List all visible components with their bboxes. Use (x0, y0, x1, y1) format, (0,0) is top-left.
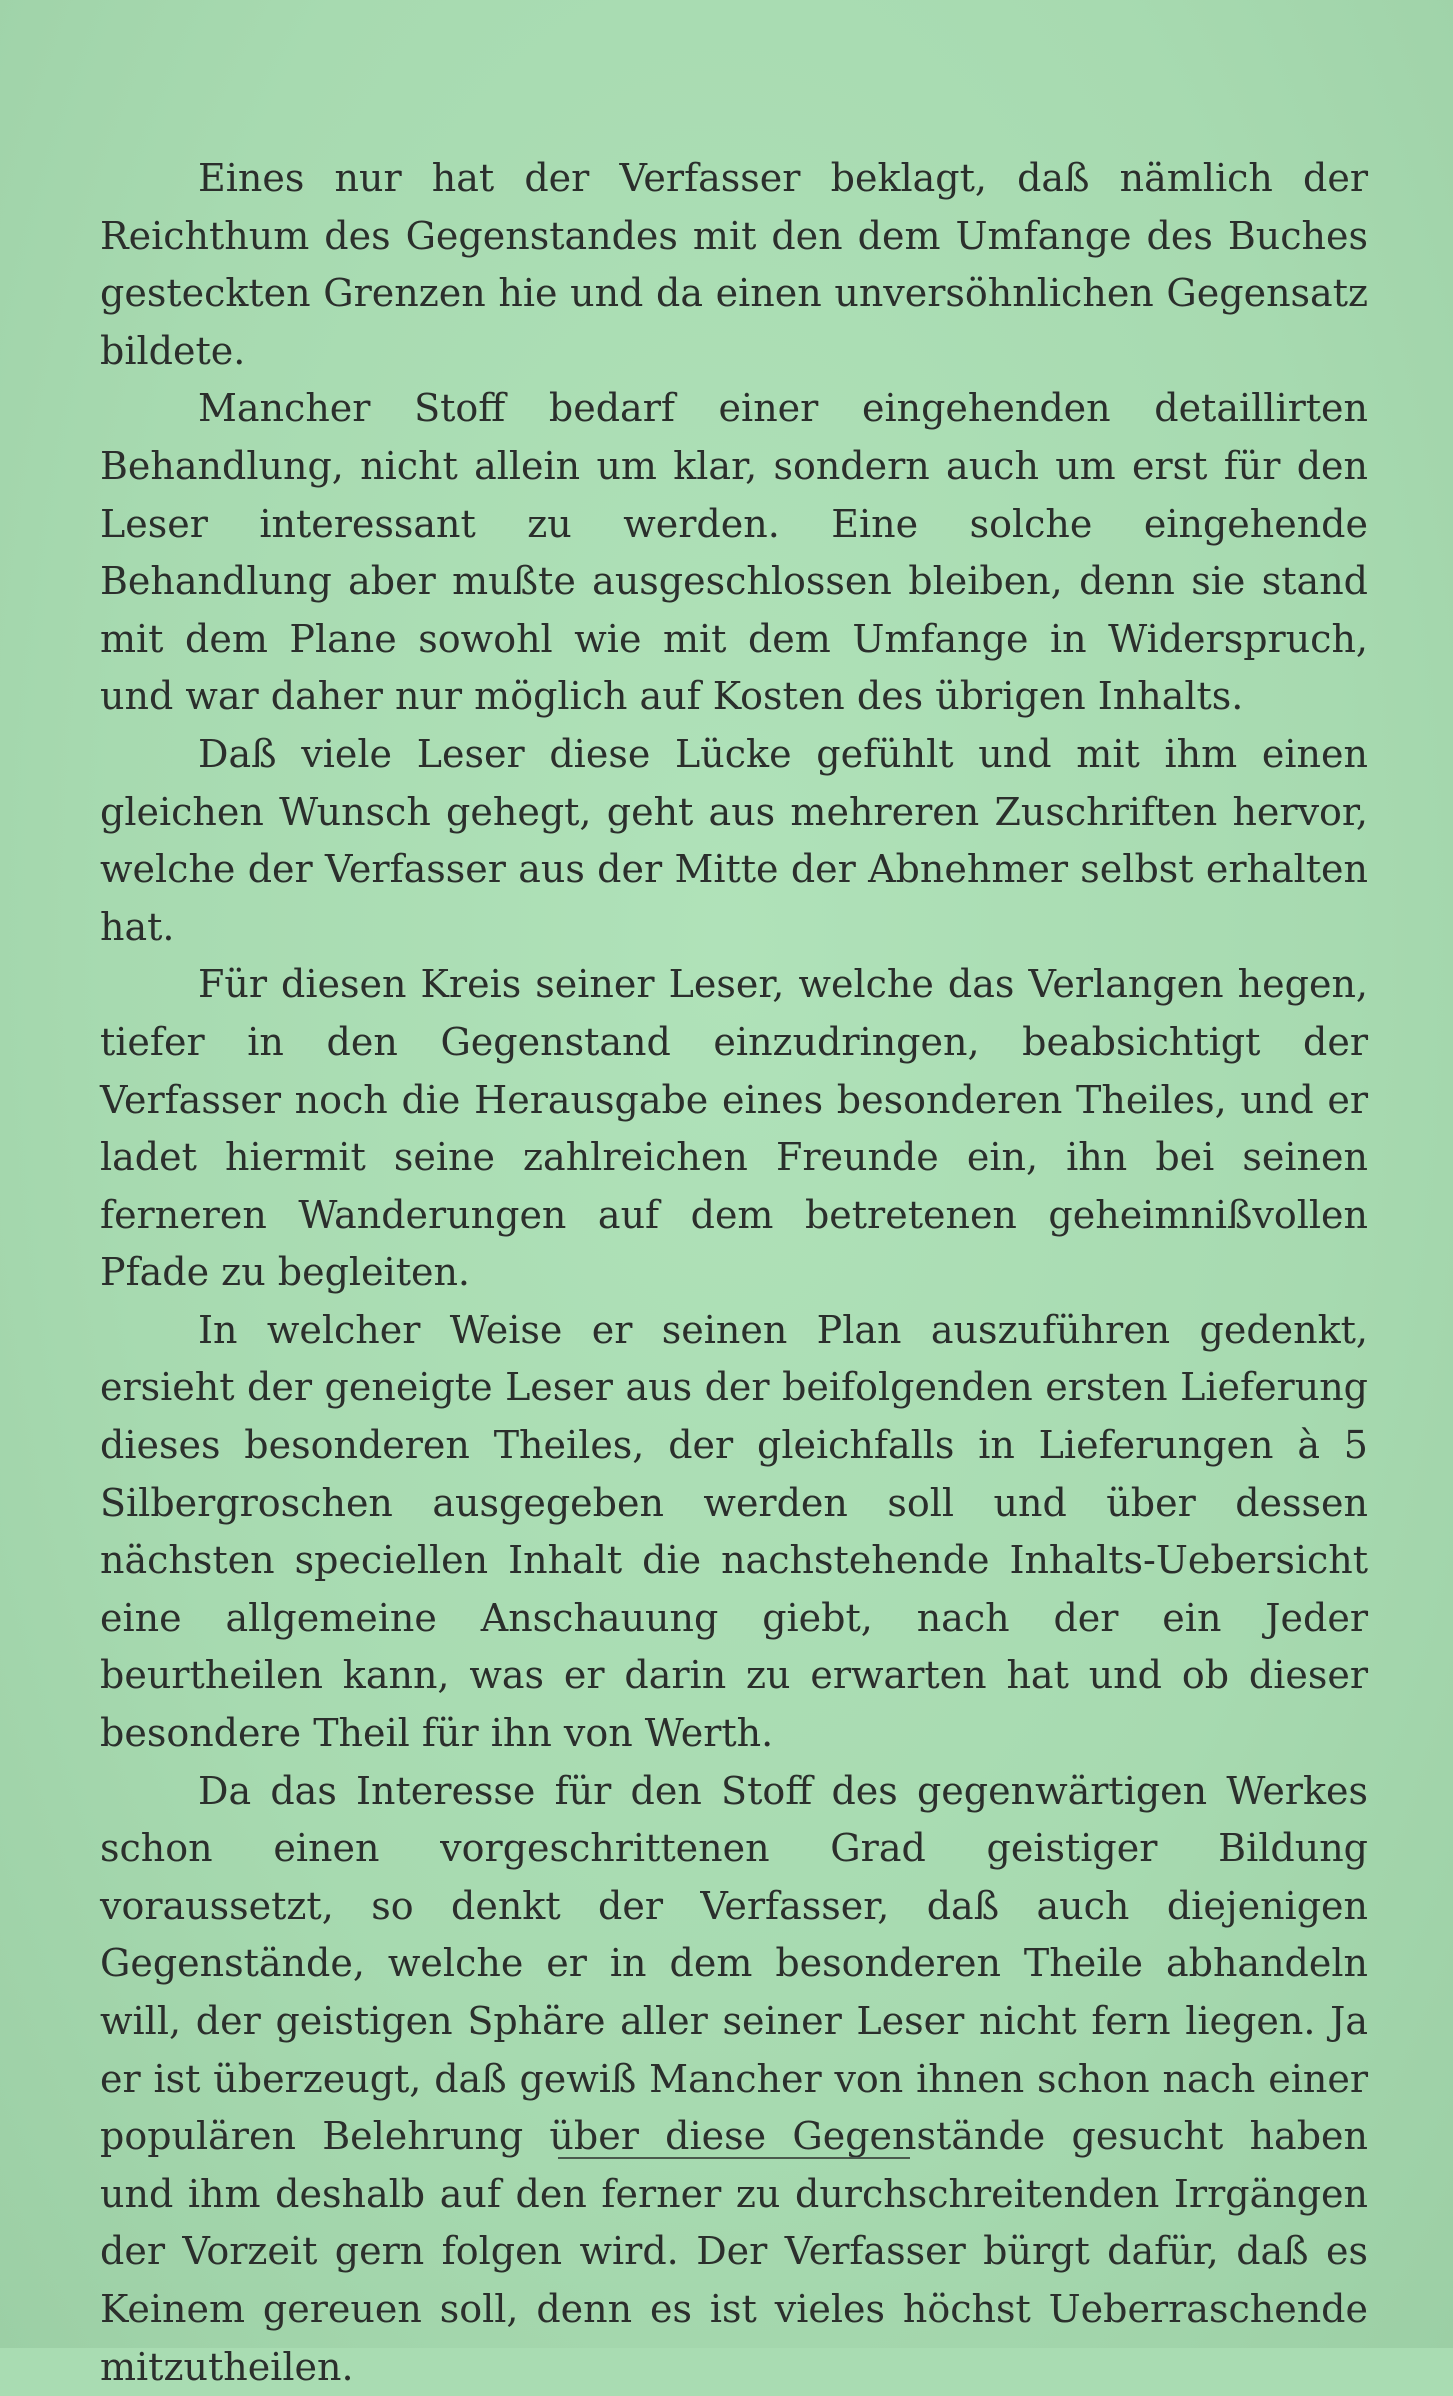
paragraph-1: Eines nur hat der Verfasser beklagt, daß nämlich der Reichthum des Gegenstandes mit den dem Umfange des Buches gesteckten Grenzen hie und da einen unversöhnlichen Gegensatz bildete. (100, 156, 1368, 373)
end-rule-divider (558, 2157, 910, 2159)
paragraph-3: Daß viele Leser diese Lücke gefühlt und mit ihm einen gleichen Wunsch gehegt, geht aus mehreren Zuschriften hervor, welche der Verfasser aus der Mitte der Abnehmer selbst erhalten hat. (100, 731, 1368, 949)
paragraph-2: Mancher Stoff bedarf einer eingehenden detaillirten Behandlung, nicht allein um klar, sondern auch um erst für den Leser interessant zu werden. Eine solche eingehende Behandlung aber mußte ausgeschlossen bleiben, denn sie stand mit dem Plane sowohl wie mit dem Umfange in Widerspruch, und war daher nur möglich auf Kosten des übrigen Inhalts. (100, 386, 1368, 719)
paragraph-4: Für diesen Kreis seiner Leser, welche das Verlangen hegen, tiefer in den Gegenstand einzudringen, beabsichtigt der Verfasser noch die Herausgabe eines besonderen Theiles, und er ladet hiermit seine zahlreichen Freunde ein, ihn bei seinen ferneren Wanderungen auf dem betretenen geheimnißvollen Pfade zu begleiten. (100, 962, 1368, 1295)
paragraph-5: In welcher Weise er seinen Plan auszuführen gedenkt, ersieht der geneigte Leser aus der beifolgenden ersten Lieferung dieses besonderen Theiles, der gleichfalls in Lieferungen à 5 Silbergroschen ausgegeben werden soll und über dessen nächsten speciellen Inhalt die nachstehende Inhalts-Uebersicht eine allgemeine Anschauung giebt, nach der ein Jeder beurtheilen kann, was er darin zu erwarten hat und ob dieser besondere Theil für ihn von Werth. (100, 1307, 1368, 1756)
body-text (100, 150, 1368, 2396)
paragraph-6: Da das Interesse für den Stoff des gegenwärtigen Werkes schon einen vorgeschrittenen Grad geistiger Bildung voraussetzt, so denkt der Verfasser, daß auch diejenigen Gegenstände, welche er in dem besonderen Theile abhandeln will, der geistigen Sphäre aller seiner Leser nicht fern liegen. Ja er ist überzeugt, daß gewiß Mancher von ihnen schon nach einer populären Belehrung über diese Gegenstände gesucht haben und ihm deshalb auf den ferner zu durchschreitenden Irrgängen der Vorzeit gern folgen wird. Der Verfasser bürgt dafür, daß es Keinem gereuen soll, denn es ist vieles höchst Ueberraschende mitzutheilen. (100, 1768, 1368, 2389)
